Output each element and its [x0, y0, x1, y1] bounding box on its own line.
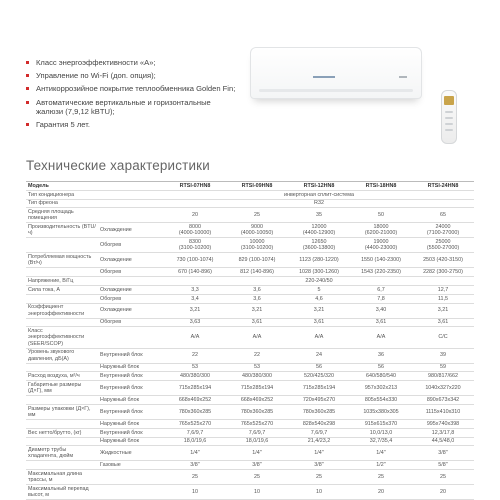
row-value: 25 [226, 470, 288, 485]
row-value: 220-240/50 [164, 277, 474, 286]
row-value: 715x285x194 [164, 381, 226, 396]
row-value: 6,7 [350, 285, 412, 294]
row-value: 22 [164, 348, 226, 363]
feature-item [26, 58, 236, 67]
row-value: 56 [288, 363, 350, 372]
row-value: 995x740x398 [412, 419, 474, 428]
table-row [26, 208, 474, 223]
row-label: Тип фреона [26, 199, 98, 208]
header-model: RTSI-24HN8 [412, 182, 474, 191]
row-value: 12,7 [412, 285, 474, 294]
header-model: RTSI-12HN8 [288, 182, 350, 191]
row-value: 7,6/9,7 [226, 428, 288, 437]
table-row [26, 223, 474, 238]
row-value: 20 [412, 485, 474, 500]
table-row [26, 285, 474, 294]
row-value: 11,5 [412, 294, 474, 303]
table-row [26, 470, 474, 485]
table-row [26, 381, 474, 396]
row-value: 720x495x270 [288, 396, 350, 405]
remote-button [445, 129, 453, 131]
row-value: 50 [350, 208, 412, 223]
remote-button [445, 123, 453, 125]
row-value: 4,6 [288, 294, 350, 303]
row-value: 7,8 [350, 294, 412, 303]
remote-button [445, 111, 453, 113]
row-value: 890x673x342 [412, 396, 474, 405]
feature-text: Антикоррозийное покрытие теплообменника Golden Fin; [36, 84, 236, 94]
row-value: 10 [226, 485, 288, 500]
table-row [26, 428, 474, 437]
air-conditioner-image [250, 47, 422, 99]
row-sublabel: Охлаждение [98, 285, 164, 294]
row-value: 780x360x285 [164, 404, 226, 419]
spec-table-body [26, 190, 474, 499]
row-value: R32 [164, 199, 474, 208]
row-sublabel [98, 199, 164, 208]
row-value: 10 [164, 485, 226, 500]
header-model-label: Модель [26, 182, 164, 191]
bullet-icon [26, 74, 29, 77]
row-value: 1115x410x310 [412, 404, 474, 419]
row-sublabel [98, 485, 164, 500]
remote-control-image [441, 90, 457, 144]
row-value: 24000 (7100-27000) [412, 223, 474, 238]
table-row [26, 404, 474, 419]
row-value: 25 [412, 470, 474, 485]
air-vent [259, 89, 413, 92]
row-label [26, 238, 98, 253]
row-label: Класс энергоэффективности (SEER/SCOP) [26, 327, 98, 348]
feature-item [26, 84, 236, 93]
row-label: Коэффициент энергоэффективности [26, 303, 98, 318]
row-sublabel: Охлаждение [98, 223, 164, 238]
row-value: 8000 (4000-10000) [164, 223, 226, 238]
table-row [26, 238, 474, 253]
row-value: 3,63 [164, 318, 226, 327]
table-row [26, 485, 474, 500]
row-value: 3,61 [288, 318, 350, 327]
table-row [26, 446, 474, 461]
row-sublabel: Обогрев [98, 268, 164, 277]
row-value: 20 [350, 485, 412, 500]
feature-text: Класс энергоэффективности «A»; [36, 58, 156, 67]
row-label [26, 363, 98, 372]
row-value: 25 [164, 470, 226, 485]
row-value: 12,3/17,8 [412, 428, 474, 437]
table-row [26, 277, 474, 286]
row-value: 59 [412, 363, 474, 372]
row-value: 7,6/9,7 [164, 428, 226, 437]
row-value: 21,4/23,2 [288, 437, 350, 446]
row-sublabel: Внутренний блок [98, 381, 164, 396]
row-value: 19000 (4400-23000) [350, 238, 412, 253]
row-value: 640/580/540 [350, 372, 412, 381]
row-value: 22 [226, 348, 288, 363]
row-value: A/A [350, 327, 412, 348]
row-value: 1028 (300-1260) [288, 268, 350, 277]
row-value: 12650 (3600-13800) [288, 238, 350, 253]
table-row [26, 363, 474, 372]
row-value: 44,5/48,0 [412, 437, 474, 446]
row-sublabel: Обогрев [98, 294, 164, 303]
table-row [26, 303, 474, 318]
unit-display [399, 76, 407, 78]
row-value: 35 [288, 208, 350, 223]
row-sublabel: Внутренний блок [98, 428, 164, 437]
row-value: 715x285x194 [288, 381, 350, 396]
row-value: 1/4" [226, 446, 288, 461]
row-value: 668x469x252 [226, 396, 288, 405]
row-sublabel: Обогрев [98, 318, 164, 327]
bullet-icon [26, 101, 29, 104]
row-value: 715x285x194 [226, 381, 288, 396]
row-value: 53 [226, 363, 288, 372]
feature-list [26, 58, 236, 133]
bullet-icon [26, 123, 29, 126]
row-value: 3,21 [164, 303, 226, 318]
row-label [26, 437, 98, 446]
row-value: 765x525x270 [164, 419, 226, 428]
row-sublabel: Охлаждение [98, 303, 164, 318]
table-row [26, 327, 474, 348]
table-row [26, 372, 474, 381]
row-sublabel: Внутренний блок [98, 372, 164, 381]
header-model: RTSI-07HN8 [164, 182, 226, 191]
row-label: Уровень звукового давления, дБ(А) [26, 348, 98, 363]
row-value: 10,0/13,0 [350, 428, 412, 437]
row-value: 915x615x370 [350, 419, 412, 428]
row-sublabel: Наружный блок [98, 363, 164, 372]
row-value: 3,61 [412, 318, 474, 327]
table-row [26, 294, 474, 303]
row-value: 3,21 [412, 303, 474, 318]
row-label: Потребляемая мощность (Вт/ч) [26, 253, 98, 268]
table-row [26, 253, 474, 268]
row-value: 3,61 [226, 318, 288, 327]
row-value: 520/425/320 [288, 372, 350, 381]
row-value: 3,4 [164, 294, 226, 303]
row-value: 25000 (5500-27000) [412, 238, 474, 253]
row-value: 3,3 [164, 285, 226, 294]
row-value: 39 [412, 348, 474, 363]
table-row [26, 190, 474, 199]
brand-logo [313, 76, 335, 78]
row-value: 10 [288, 485, 350, 500]
row-value: 65 [412, 208, 474, 223]
row-sublabel: Внутренний блок [98, 404, 164, 419]
row-label: Габаритные размеры (Д×Г), мм [26, 381, 98, 396]
feature-text: Гарантия 5 лет. [36, 119, 90, 129]
table-header-row [26, 182, 474, 191]
row-value: 5 [288, 285, 350, 294]
bullet-icon [26, 61, 29, 64]
row-label: Тип кондиционера [26, 190, 98, 199]
row-value: 2503 (420-3150) [412, 253, 474, 268]
row-label: Сила тока, А [26, 285, 98, 294]
row-value: 828x540x298 [288, 419, 350, 428]
row-value: 957x302x213 [350, 381, 412, 396]
table-row [26, 437, 474, 446]
table-row [26, 268, 474, 277]
row-label: Производительность (BTU/ч) [26, 223, 98, 238]
row-value: 3/8" [226, 461, 288, 470]
row-value: 3,6 [226, 285, 288, 294]
row-value: 3/8" [412, 446, 474, 461]
row-value: 5/8" [412, 461, 474, 470]
row-sublabel: Внутренний блок [98, 348, 164, 363]
row-value: 20 [164, 208, 226, 223]
row-value: 1035x380x305 [350, 404, 412, 419]
row-value: A/A [164, 327, 226, 348]
row-value: 18,0/19,6 [164, 437, 226, 446]
row-value: 3/8" [164, 461, 226, 470]
row-sublabel: Жидкостные [98, 446, 164, 461]
row-value: 10000 (3100-10200) [226, 238, 288, 253]
section-title: Технические характеристики [26, 158, 210, 173]
row-sublabel [98, 277, 164, 286]
row-label [26, 268, 98, 277]
row-label: Средняя площадь помещения [26, 208, 98, 223]
row-label: Максимальная длина трассы, м [26, 470, 98, 485]
row-value: 765x525x270 [226, 419, 288, 428]
row-sublabel: Наружный блок [98, 419, 164, 428]
row-value: 812 (140-896) [226, 268, 288, 277]
row-label [26, 294, 98, 303]
row-value: 25 [288, 470, 350, 485]
row-label: Напряжение, В/Гц [26, 277, 98, 286]
table-row [26, 461, 474, 470]
row-value: 670 (140-896) [164, 268, 226, 277]
row-value: инверторная сплит-система [164, 190, 474, 199]
row-value: 668x469x252 [164, 396, 226, 405]
row-value: 8300 (3100-10200) [164, 238, 226, 253]
row-value: 7,6/9,7 [288, 428, 350, 437]
row-value: 9000 (4000-10050) [226, 223, 288, 238]
table-row [26, 199, 474, 208]
row-value: 25 [226, 208, 288, 223]
feature-item [26, 71, 236, 80]
row-sublabel: Газовые [98, 461, 164, 470]
row-label [26, 318, 98, 327]
row-value: 980/817/662 [412, 372, 474, 381]
row-value: 480/380/300 [226, 372, 288, 381]
row-sublabel: Охлаждение [98, 253, 164, 268]
row-label: Максимальный перепад высот, м [26, 485, 98, 500]
row-label: Размеры упаковки (Д×Г), мм [26, 404, 98, 419]
row-value: 3/8" [288, 461, 350, 470]
row-value: 1/2" [350, 461, 412, 470]
row-sublabel [98, 208, 164, 223]
row-sublabel: Наружный блок [98, 396, 164, 405]
row-value: 24 [288, 348, 350, 363]
row-value: 25 [350, 470, 412, 485]
row-label: Расход воздуха, м³/ч [26, 372, 98, 381]
table-row [26, 348, 474, 363]
feature-text: Автоматические вертикальные и горизонтальные жалюзи (7,9,12 kBTU); [36, 97, 211, 116]
table-row [26, 419, 474, 428]
row-label [26, 419, 98, 428]
row-sublabel [98, 470, 164, 485]
row-value: 12000 (4400-12900) [288, 223, 350, 238]
row-value: 53 [164, 363, 226, 372]
feature-item [26, 120, 236, 129]
row-sublabel: Обогрев [98, 238, 164, 253]
row-value: A/A [226, 327, 288, 348]
table-row [26, 318, 474, 327]
row-value: 1/4" [164, 446, 226, 461]
row-value: 805x554x330 [350, 396, 412, 405]
remote-screen [444, 96, 454, 105]
remote-button [445, 117, 453, 119]
row-value: 1123 (280-1220) [288, 253, 350, 268]
row-value: 32,7/35,4 [350, 437, 412, 446]
row-value: C/C [412, 327, 474, 348]
row-value: 829 (100-1074) [226, 253, 288, 268]
row-sublabel [98, 327, 164, 348]
row-value: 18000 (6200-21000) [350, 223, 412, 238]
row-value: 3,6 [226, 294, 288, 303]
row-label [26, 396, 98, 405]
row-value: 480/380/300 [164, 372, 226, 381]
header-model: RTSI-18HN8 [350, 182, 412, 191]
row-sublabel: Наружный блок [98, 437, 164, 446]
row-value: 1543 (220-2350) [350, 268, 412, 277]
row-value: A/A [288, 327, 350, 348]
row-value: 2282 (300-2750) [412, 268, 474, 277]
row-value: 3,21 [226, 303, 288, 318]
bullet-icon [26, 87, 29, 90]
row-value: 1/4" [350, 446, 412, 461]
row-value: 56 [350, 363, 412, 372]
row-sublabel [98, 190, 164, 199]
row-value: 780x360x285 [226, 404, 288, 419]
row-value: 3,61 [350, 318, 412, 327]
row-value: 780x360x285 [288, 404, 350, 419]
spec-table [26, 181, 474, 500]
row-label: Диаметр трубы хладагента, дюйм [26, 446, 98, 461]
row-value: 1/4" [288, 446, 350, 461]
row-value: 1040x327x220 [412, 381, 474, 396]
row-value: 1550 (140-2300) [350, 253, 412, 268]
header-model: RTSI-09HN8 [226, 182, 288, 191]
row-value: 3,40 [350, 303, 412, 318]
feature-item [26, 98, 236, 116]
table-row [26, 396, 474, 405]
row-value: 18,0/19,6 [226, 437, 288, 446]
row-value: 3,21 [288, 303, 350, 318]
feature-text: Управление по Wi-Fi (доп. опция); [36, 71, 156, 81]
row-value: 730 (100-1074) [164, 253, 226, 268]
row-label [26, 461, 98, 470]
row-label: Вес нетто/брутто, (кг) [26, 428, 98, 437]
row-value: 36 [350, 348, 412, 363]
